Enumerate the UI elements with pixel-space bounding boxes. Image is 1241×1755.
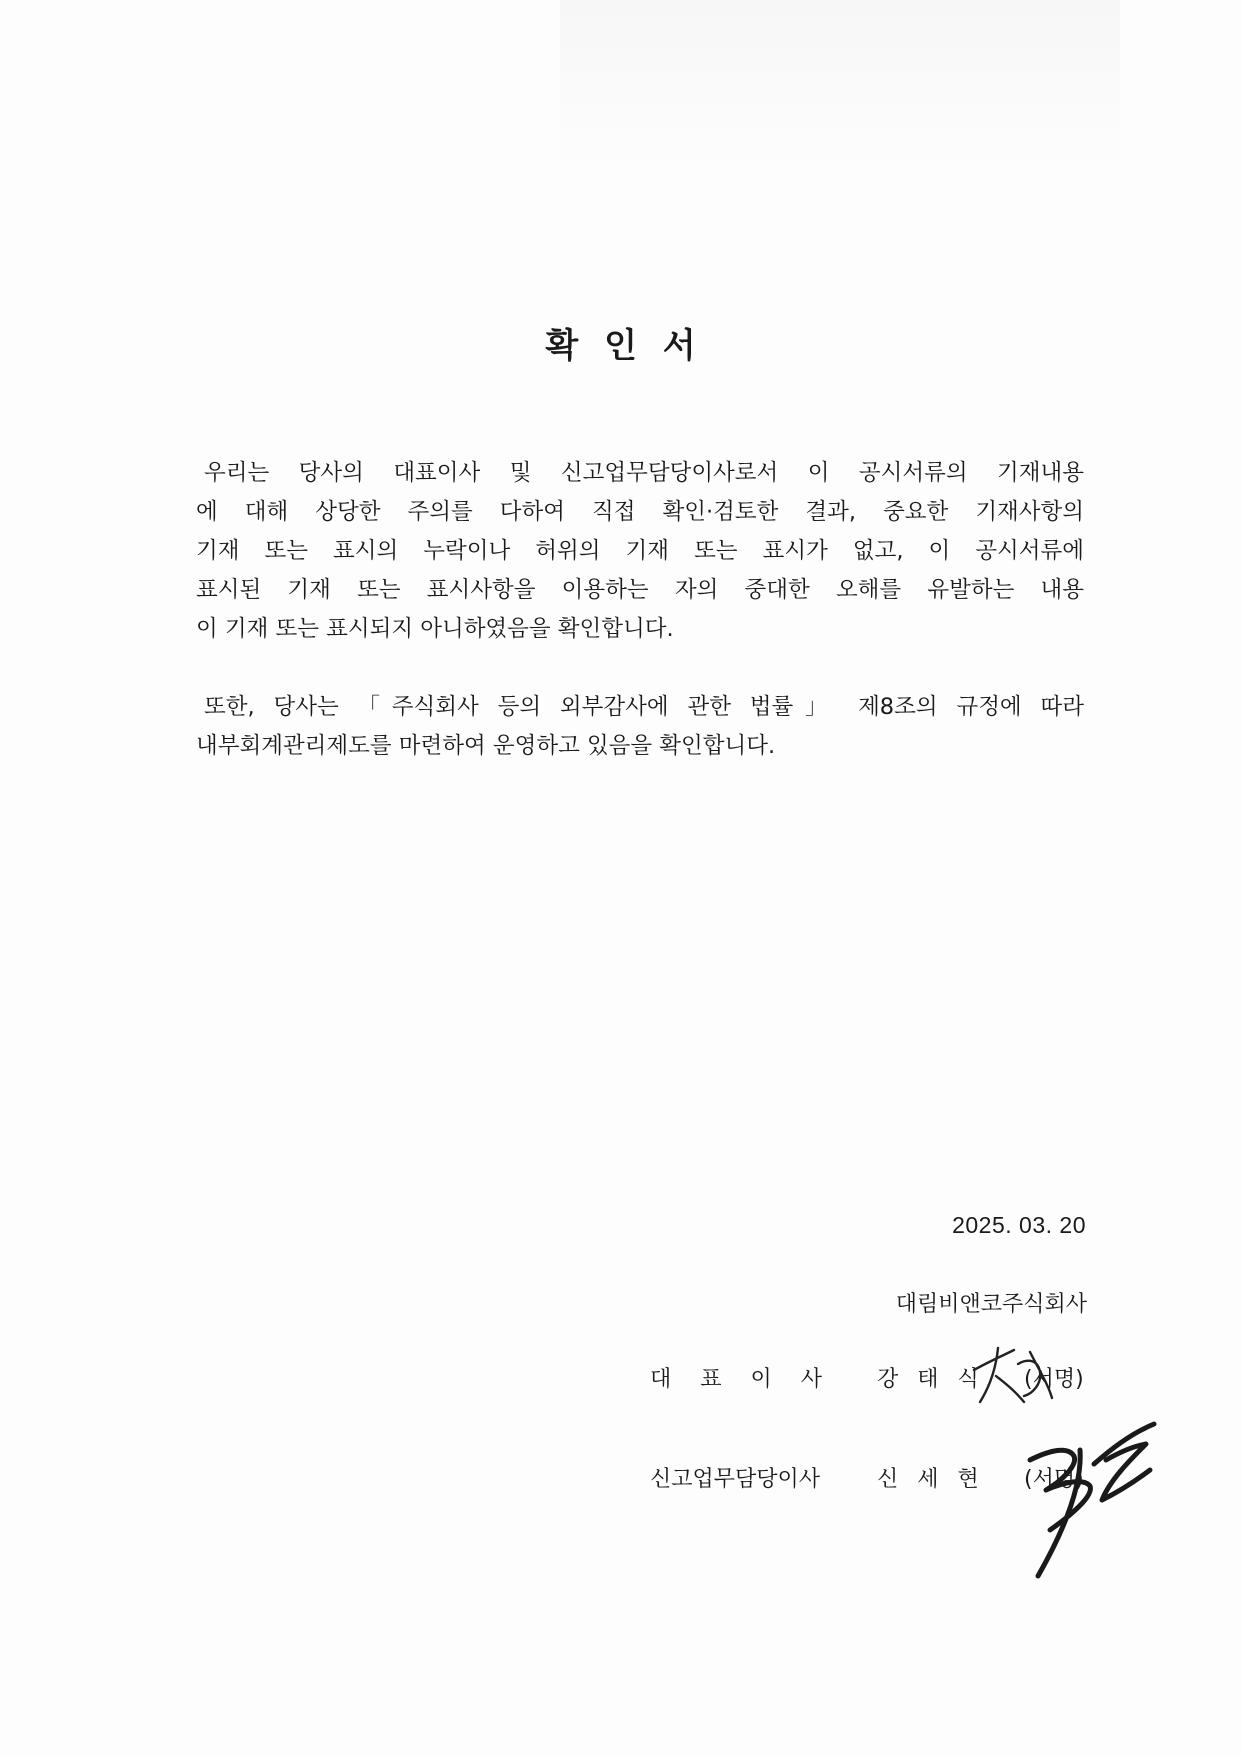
paragraph-line: 에 대해 상당한 주의를 다하여 직접 확인·검토한 결과, 중요한 기재사항의 xyxy=(196,499,1084,525)
internal-control-paragraph xyxy=(196,688,1084,766)
signatory-name: 신 세 현 xyxy=(877,1467,979,1492)
paragraph-line: 또한, 당사는 「주식회사 등의 외부감사에 관한 법률」 제8조의 규정에 따라 xyxy=(204,694,1084,720)
scan-artifact xyxy=(560,0,1120,170)
document-date: 2025. 03. 20 xyxy=(952,1212,1086,1238)
paragraph-line: 기재 또는 표시의 누락이나 허위의 기재 또는 표시가 없고, 이 공시서류에 xyxy=(196,538,1084,564)
paragraph-line: 이 기재 또는 표시되지 아니하였음을 확인합니다. xyxy=(196,616,674,642)
paragraph-line: 표시된 기재 또는 표시사항을 이용하는 자의 중대한 오해를 유발하는 내용 xyxy=(196,577,1084,603)
paragraph-line: 내부회계관리제도를 마련하여 운영하고 있음을 확인합니다. xyxy=(196,733,776,759)
signatory-role: 신고업무담당이사 xyxy=(650,1467,821,1492)
document-title: 확 인 서 xyxy=(545,326,696,366)
signature-label: (서명) xyxy=(1024,1467,1084,1492)
ceo-signature-row xyxy=(650,1362,1084,1393)
company-name: 대림비앤코주식회사 xyxy=(895,1292,1087,1317)
officer-handwritten-signature xyxy=(1010,1420,1160,1580)
signature-label: (서명) xyxy=(1024,1367,1084,1392)
signatory-name: 강 태 식 xyxy=(877,1367,979,1392)
confirmation-paragraph xyxy=(196,454,1084,649)
signatory-role: 대 표 이 사 xyxy=(650,1367,822,1392)
paragraph-line: 우리는 당사의 대표이사 및 신고업무담당이사로서 이 공시서류의 기재내용 xyxy=(204,460,1084,486)
reporting-officer-signature-row xyxy=(650,1462,1084,1493)
